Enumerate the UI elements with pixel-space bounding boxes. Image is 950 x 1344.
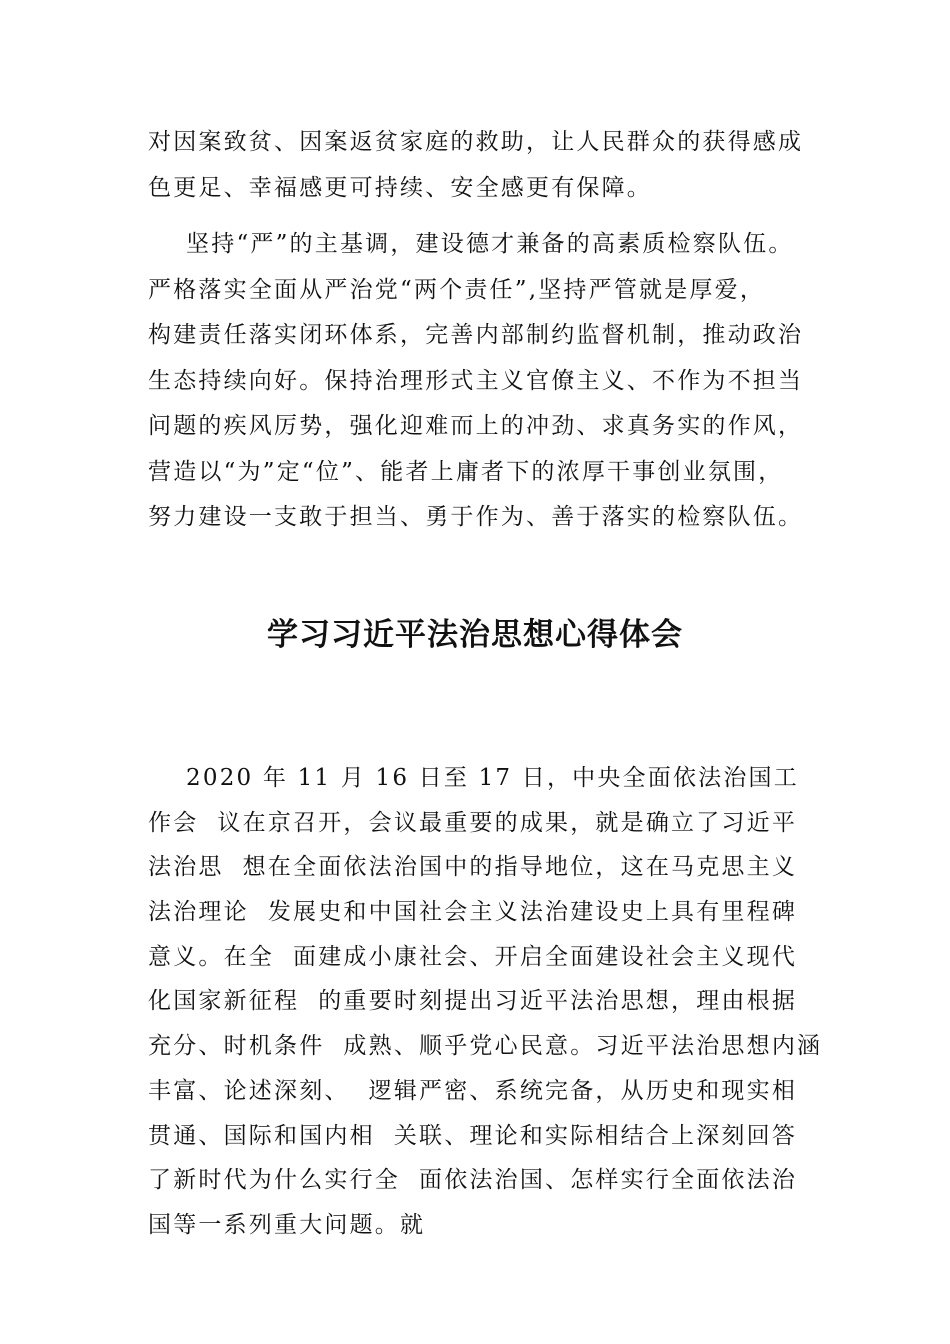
text-line: 法治思 想在全面依法治国中的指导地位，这在马克思主义 [148, 854, 798, 881]
text-line: 意义。在全 面建成小康社会、开启全面建设社会主义现代 [148, 943, 798, 970]
paragraph-rule-of-law [148, 756, 828, 1248]
text-line: 问题的疾风厉势，强化迎难而上的冲劲、求真务实的作风， [148, 413, 804, 439]
text-line: 生态持续向好。保持治理形式主义官僚主义、不作为不担当 [148, 367, 804, 394]
paragraph-relief [148, 120, 828, 211]
text-line: 对因案致贫、因案返贫家庭的救助，让人民群众的获得感成 [148, 129, 804, 155]
paragraph-procuratorial-team [148, 222, 828, 541]
text-line: 构建责任落实闭环体系，完善内部制约监督机制，推动政治 [148, 322, 804, 348]
text-line: 贯通、国际和国内相 关联、理论和实际相结合上深刻回答 [148, 1122, 798, 1149]
text-line: 努力建设一支敢于担当、勇于作为、善于落实的检察队伍。 [148, 504, 804, 530]
text-line: 色更足、幸福感更可持续、安全感更有保障。 [148, 174, 652, 201]
text-line: 作会 议在京召开，会议最重要的成果，就是确立了习近平 [148, 809, 798, 836]
text-line: 国等一系列重大问题。就 [148, 1211, 426, 1238]
section-title: 学习习近平法治思想心得体会 [267, 617, 683, 653]
text-line: 了新时代为什么实行全 面依法治国、怎样实行全面依法治 [148, 1167, 798, 1194]
text-line: 充分、时机条件 成熟、顺乎党心民意。习近平法治思想内涵 [148, 1033, 823, 1060]
text-line: 2020 年 11 月 16 日至 17 日，中央全面依法治国工 [148, 765, 799, 791]
text-line: 营造以“为”定“位”、能者上庸者下的浓厚干事创业氛围， [148, 458, 784, 485]
text-line: 坚持“严”的主基调，建设德才兼备的高素质检察队伍。 [148, 231, 794, 257]
text-line: 化国家新征程 的重要时刻提出习近平法治思想，理由根据 [148, 988, 798, 1015]
text-line: 严格落实全面从严治党“两个责任”,坚持严管就是厚爱， [148, 276, 766, 303]
text-line: 法治理论 发展史和中国社会主义法治建设史上具有里程碑 [148, 899, 798, 926]
text-line: 丰富、论述深刻、 逻辑严密、系统完备，从历史和现实相 [148, 1077, 798, 1104]
